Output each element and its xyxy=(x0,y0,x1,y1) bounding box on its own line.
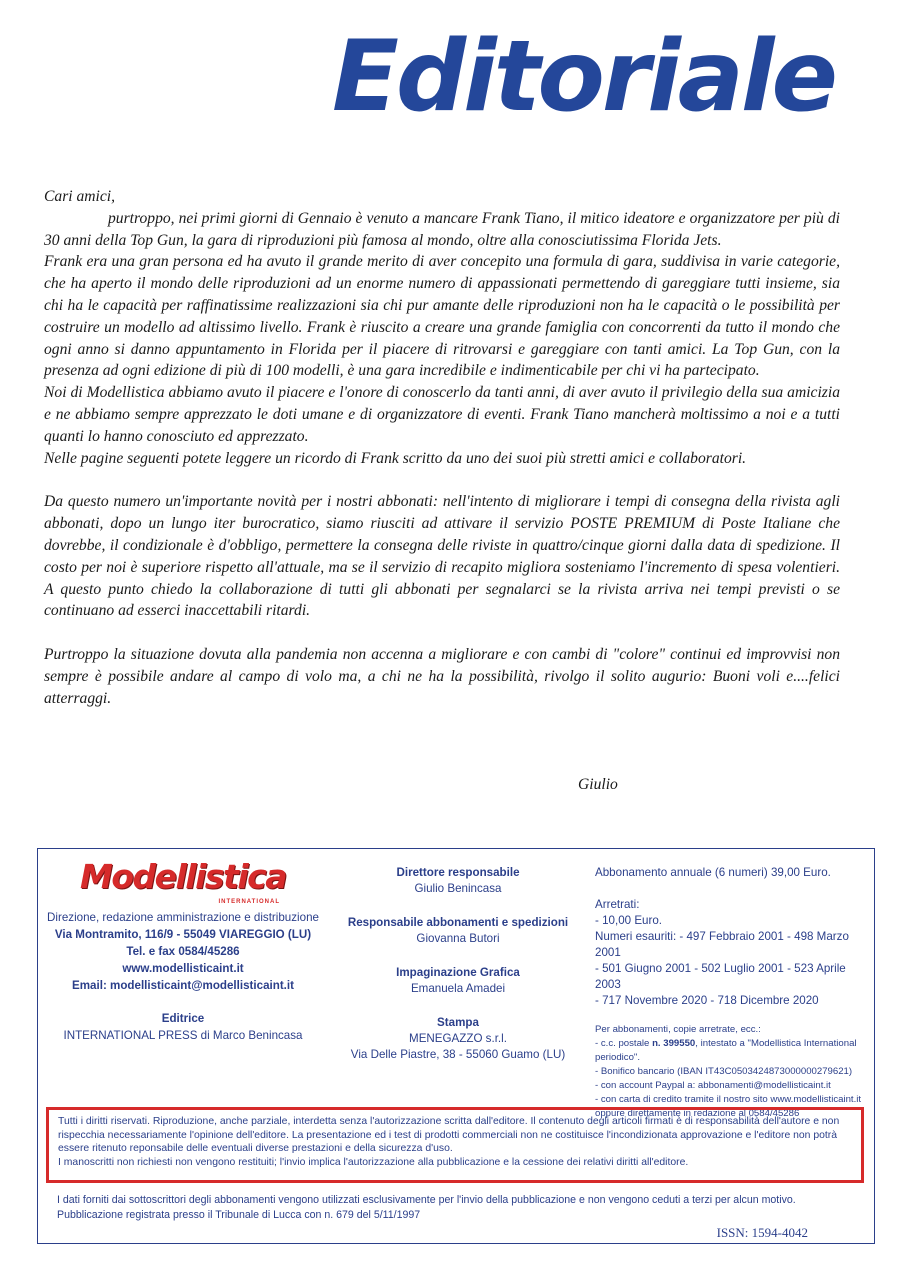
direttore-label: Direttore responsabile xyxy=(396,866,520,879)
direttore-value: Giulio Benincasa xyxy=(414,882,502,895)
modellistica-logo xyxy=(78,857,288,903)
esauriti-line: - 717 Novembre 2020 - 718 Dicembre 2020 xyxy=(595,994,819,1007)
signature: Giulio xyxy=(578,776,618,793)
colophon-middle xyxy=(338,865,578,1063)
rights-text: Tutti i diritti riservati. Riproduzione, anche parziale, interdetta senza l'autorizzazione scritta dall'editore. Il contenuto degli articoli firmati è di responsabilità dell'autore e non rispecchia necessariamente l'opinione dell'editore. La presentazione ed i test di prodotti commerciali non ne costituisce l'incondizionata approvazione e l'editore non potrà essere ritenuto reponsabile delle eventuali diverse prestazioni e della sicurezza d'uso. xyxy=(58,1116,840,1155)
paragraph: Purtroppo la situazione dovuta alla pandemia non accenna a migliorare e con cambi di "colore" continui ed improvvisi non sempre è possibile andare al campo di volo ma, a chi ne ha la possibilità, rivolgo il solito augurio: Buoni voli e....felici atterraggi. xyxy=(44,646,840,707)
stampa-value: MENEGAZZO s.r.l. xyxy=(409,1032,507,1045)
address-heading: Direzione, redazione amministrazione e distribuzione xyxy=(47,911,319,924)
email-link[interactable]: Email: modellisticaint@modellisticaint.it xyxy=(72,979,294,992)
esauriti-line: Numeri esauriti: - 497 Febbraio 2001 - 498 Marzo 2001 xyxy=(595,930,849,959)
payment-postale-post: , intestato a "Modellistica International periodico". xyxy=(595,1038,857,1063)
editrice-value: INTERNATIONAL PRESS di Marco Benincasa xyxy=(63,1029,303,1042)
colophon-left xyxy=(38,849,328,1044)
payment-postale-pre: - c.c. postale xyxy=(595,1038,653,1049)
paragraph: Frank era una gran persona ed ha avuto il grande merito di aver concepito una formula di gara, suddivisa in varie categorie, che ha aperto il mondo delle riproduzioni ad un enorme numero di appassionati permettendo di gareggiare tutti insieme, sia chi ha le capacità per raffinatissime realizzazioni sia chi pur amante delle riproduzioni non ha le capacità o le possibilità per costruire un modello ad altissimo livello. Frank è riuscito a creare una grande famiglia con concorrenti da tutto il mondo che ogni anno si danno appuntamento in Florida per il piacere di ritrovarsi e gareggiare con tanti amici. La Top Gun, con la presenza ad ogni edizione di più di 100 modelli, è una gara incredibile e indimenticabile per chi vi ha partecipato. xyxy=(44,253,840,380)
payment-bonifico: - Bonifico bancario (IBAN IT43C0503424873000000279621) xyxy=(595,1066,853,1077)
payment-card: - con carta di credito tramite il nostro sito www.modellisticaint.it oppure direttamente in redazione al 0584/45286 xyxy=(595,1094,862,1119)
paragraph: Nelle pagine seguenti potete leggere un ricordo di Frank scritto da uno dei suoi più stretti amici e collaboratori. xyxy=(44,449,747,467)
website-link[interactable]: www.modellisticaint.it xyxy=(122,962,244,975)
paragraph: purtroppo, nei primi giorni di Gennaio è venuto a mancare Frank Tiano, il mitico ideatore e organizzatore per più di 30 anni della Top Gun, la gara di riproduzioni più famosa al mondo, oltre alla conosciutissima Florida Jets. xyxy=(44,209,840,249)
logo-subtitle: INTERNATIONAL xyxy=(218,899,280,905)
address: Via Montramito, 116/9 - 55049 VIAREGGIO (LU) xyxy=(54,928,312,941)
logo-text: Modellistica xyxy=(79,857,286,896)
payment-postale-number: n. 399550 xyxy=(652,1038,696,1049)
stampa-label: Stampa xyxy=(437,1016,479,1029)
rights-notice xyxy=(46,1107,864,1183)
payment-heading: Per abbonamenti, copie arretrate, ecc.: xyxy=(595,1024,761,1035)
grafica-value: Emanuela Amadei xyxy=(410,982,506,995)
colophon-box xyxy=(37,848,875,1244)
phone: Tel. e fax 0584/45286 xyxy=(126,945,240,958)
paragraph: Noi di Modellistica abbiamo avuto il piacere e l'onore di conoscerlo da tanti anni, di aver avuto il privilegio della sua amicizia e ne abbiamo sempre apprezzato le doti umane e di organizzatore di eventi. Frank Tiano mancherà moltissimo a noi e a tutti quanti lo hanno conosciuto ed apprezzato. xyxy=(44,384,840,445)
abbonamenti-label: Responsabile abbonamenti e spedizioni xyxy=(347,916,569,929)
privacy-text: I dati forniti dai sottoscrittori degli abbonamenti vengono utilizzati esclusivamente per l'invio della pubblicazione e non vengono ceduti a terzi per alcun motivo. xyxy=(57,1194,796,1206)
grafica-label: Impaginazione Grafica xyxy=(396,966,520,979)
arretrati-label: Arretrati: xyxy=(595,898,640,911)
issn: ISSN: 1594-4042 xyxy=(716,1225,808,1240)
stampa-address: Via Delle Piastre, 38 - 55060 Guamo (LU) xyxy=(350,1048,566,1061)
registration-text: Pubblicazione registrata presso il Tribunale di Lucca con n. 679 del 5/11/1997 xyxy=(57,1209,421,1221)
payment-paypal: - con account Paypal a: abbonamenti@modellisticaint.it xyxy=(595,1080,831,1091)
annual-subscription: Abbonamento annuale (6 numeri) 39,00 Euro. xyxy=(595,866,831,879)
page-title: Editoriale xyxy=(332,20,835,134)
greeting: Cari amici, xyxy=(44,188,116,205)
manuscripts-text: I manoscritti non richiesti non vengono restituiti; l'invio implica l'autorizzazione alla pubblicazione e la cessione dei relativi diritti all'editore. xyxy=(58,1156,689,1168)
colophon-right xyxy=(595,865,870,1121)
editorial-letter xyxy=(44,186,840,710)
paragraph: Da questo numero un'importante novità per i nostri abbonati: nell'intento di migliorare i tempi di consegna della rivista agli abbonati, dopo un lungo iter burocratico, siamo riusciti ad attivare il servizio POSTE PREMIUM di Poste Italiane che dovrebbe, il condizionale è d'obbligo, permettere la consegna delle riviste in quattro/cinque giorni dalla data di spedizione. Il costo per noi è superiore rispetto all'attuale, ma se il servizio di recapito migliora sosteniamo l'incremento di spesa volentieri. A questo punto chiedo la collaborazione di tutti gli abbonati per segnalarci se la rivista arriva nei tempi previsti o se continuano ad esserci inaccettabili ritardi. xyxy=(44,493,840,620)
esauriti-line: - 501 Giugno 2001 - 502 Luglio 2001 - 523 Aprile 2003 xyxy=(595,962,846,991)
arretrati-price: - 10,00 Euro. xyxy=(595,914,663,927)
editrice-label: Editrice xyxy=(161,1012,205,1025)
abbonamenti-value: Giovanna Butori xyxy=(416,932,500,945)
privacy-note xyxy=(57,1193,857,1223)
payment-postale xyxy=(595,1037,870,1065)
